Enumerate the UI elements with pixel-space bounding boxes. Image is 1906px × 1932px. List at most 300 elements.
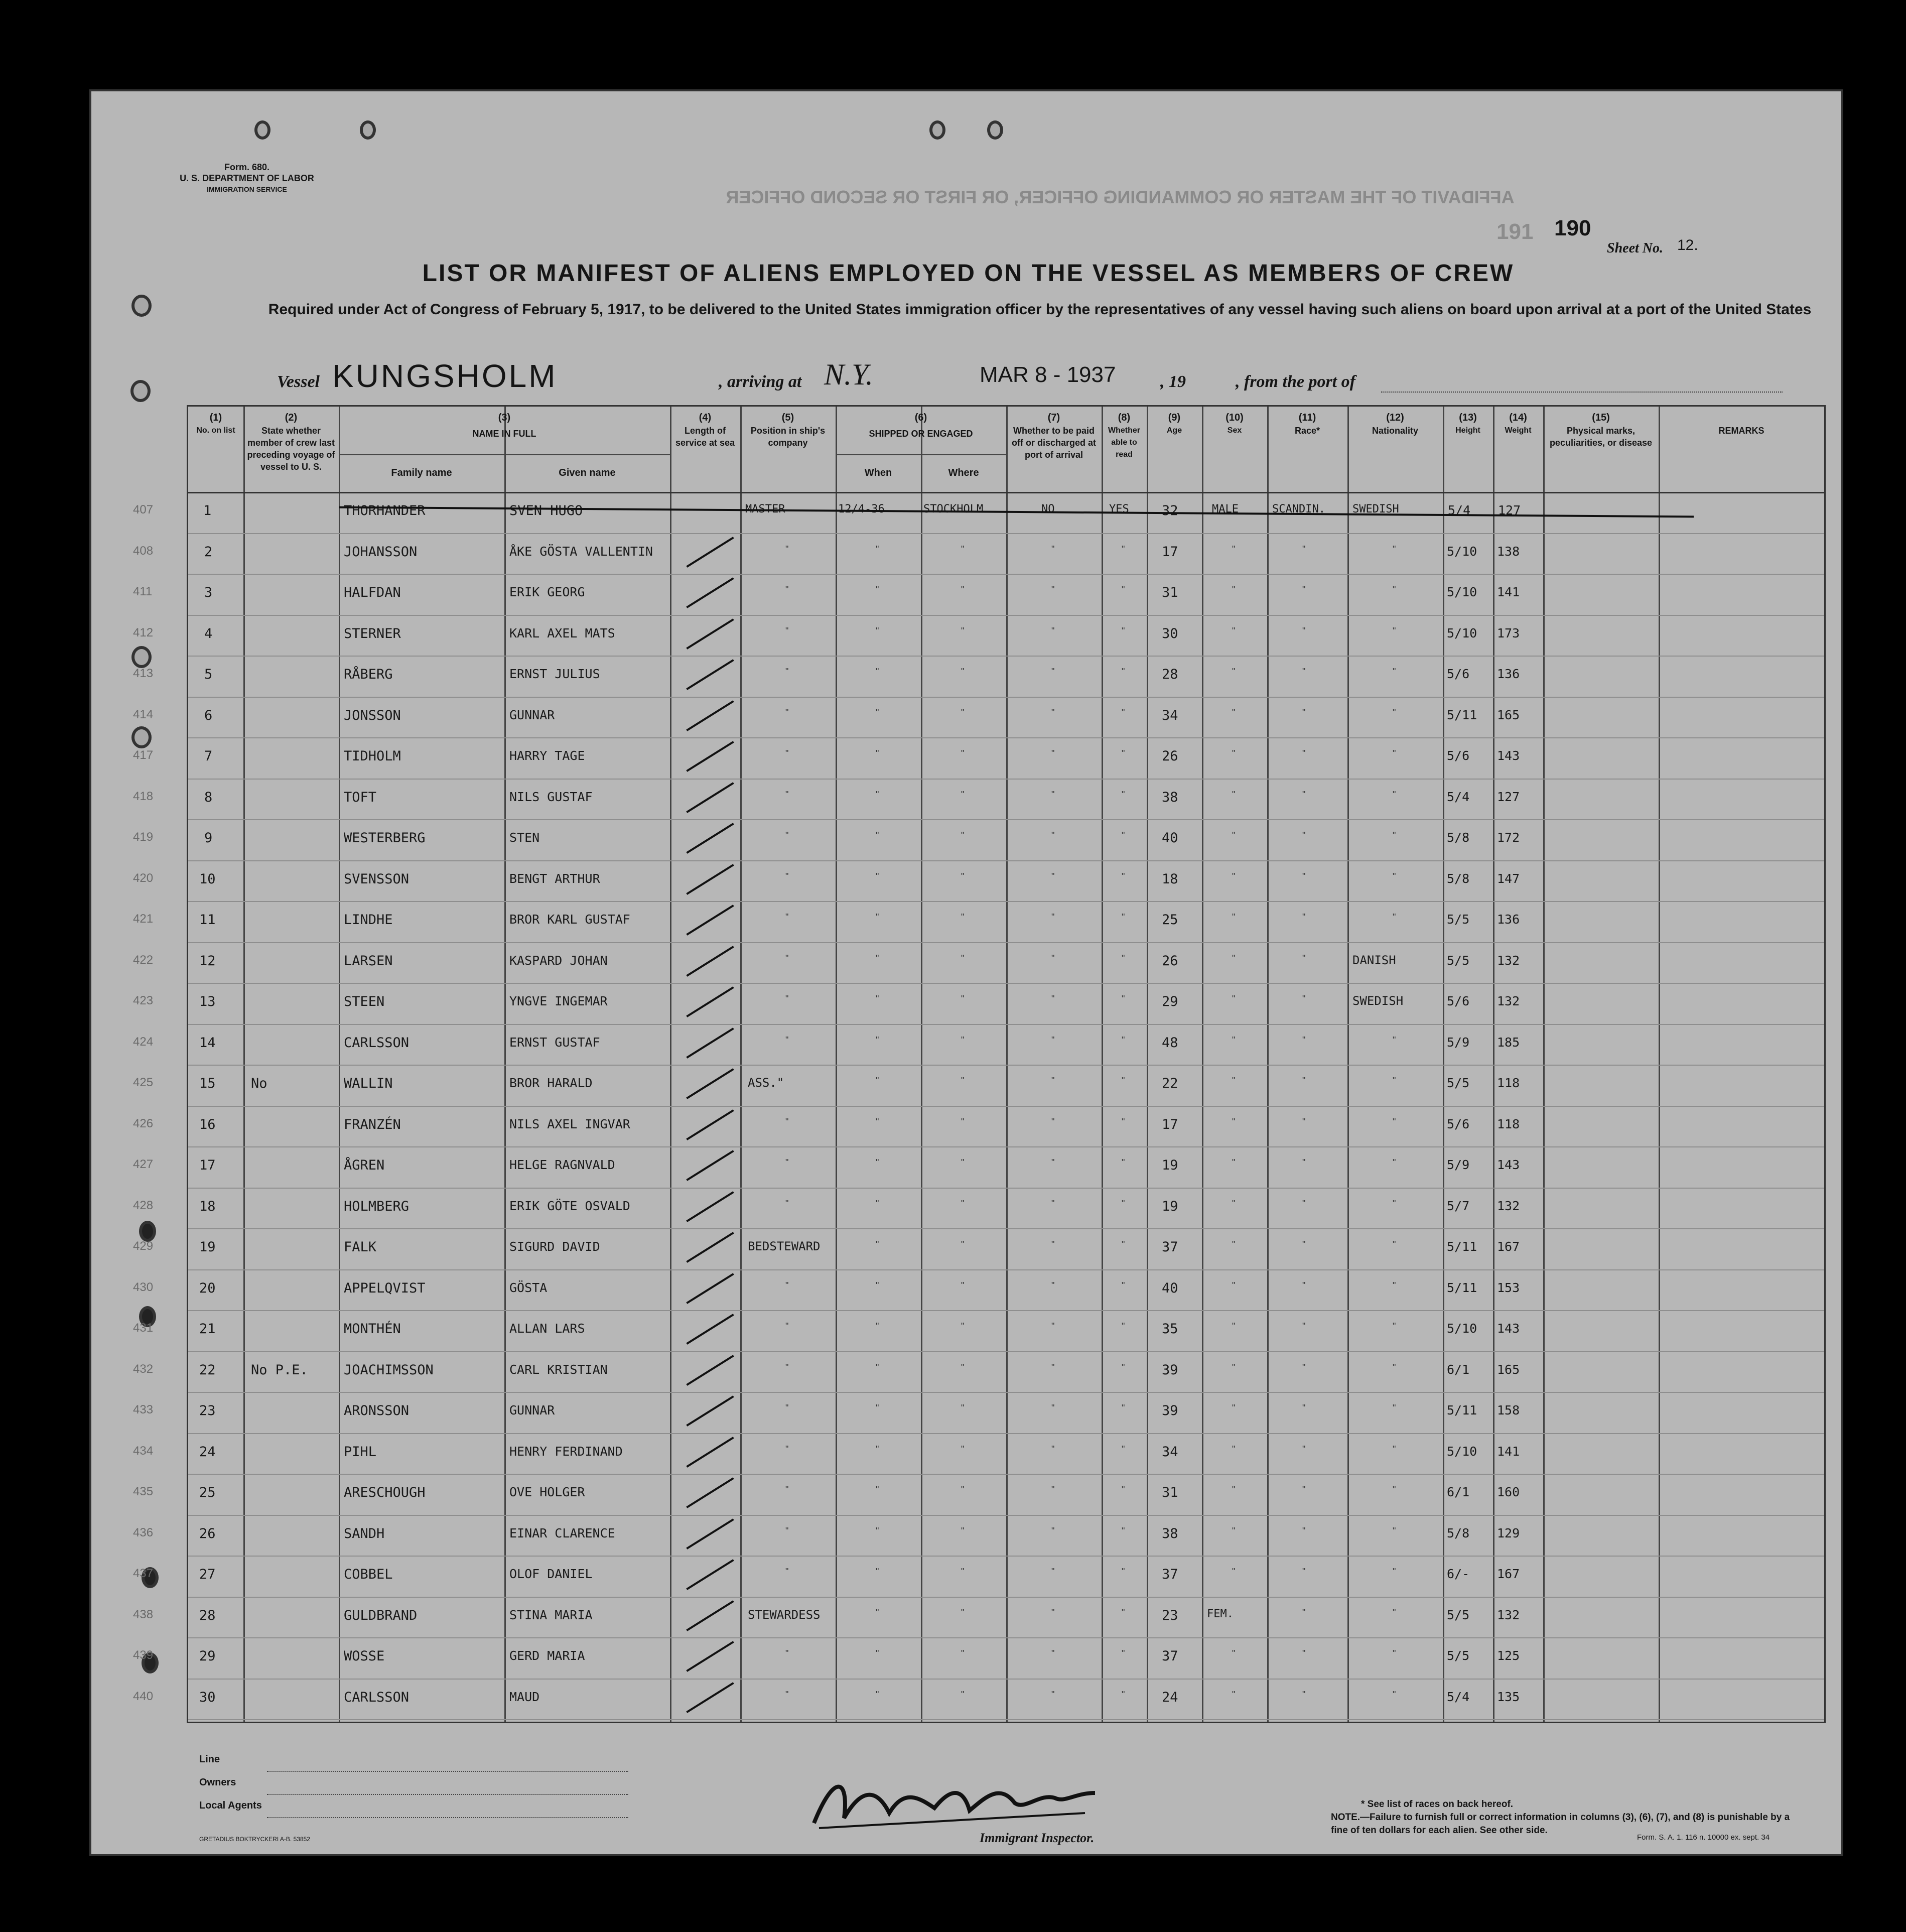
row-29-ledger: 439 — [133, 1648, 154, 1662]
row-22-sex-ditto: " — [1232, 1362, 1236, 1372]
row-3-service-mark — [686, 577, 734, 608]
row-18-where-ditto: " — [961, 1198, 965, 1209]
col-service-num: (4) — [699, 412, 712, 423]
row-3-given: ERIK GEORG — [509, 585, 585, 599]
row-19-nationality-ditto: " — [1393, 1239, 1396, 1249]
col-weight-label: Weight — [1505, 426, 1532, 435]
row-2-when-ditto: " — [876, 544, 879, 554]
row-16-ledger: 426 — [133, 1116, 154, 1130]
col-shipped-num: (6) — [914, 412, 927, 423]
row-2-weight: 138 — [1497, 544, 1520, 559]
row-27-when-ditto: " — [876, 1567, 879, 1577]
row-27-ledger: 437 — [133, 1567, 154, 1580]
row-26-age: 38 — [1162, 1525, 1178, 1541]
row-3-when-ditto: " — [876, 585, 879, 595]
row-1-ledger: 407 — [133, 503, 154, 517]
row-5-where-ditto: " — [961, 667, 965, 677]
note-races: * See list of races on back hereof. — [1361, 1799, 1514, 1810]
row-21-height: 5/10 — [1447, 1321, 1477, 1336]
row-10-service-mark — [686, 864, 734, 895]
row-27-position-ditto: " — [785, 1567, 789, 1577]
row-5-sex-ditto: " — [1232, 667, 1236, 677]
row-6-position-ditto: " — [785, 707, 789, 718]
col-nationality-num: (12) — [1386, 412, 1404, 423]
row-21-nationality-ditto: " — [1393, 1321, 1396, 1331]
row-14-read-ditto: " — [1122, 1035, 1125, 1045]
row-1-race: SCANDIN. — [1272, 503, 1325, 516]
row-22-nationality-ditto: " — [1393, 1362, 1396, 1372]
row-26-read-ditto: " — [1122, 1525, 1125, 1536]
row-14-when-ditto: " — [876, 1035, 879, 1045]
row-8-weight: 127 — [1497, 789, 1520, 804]
reverse-bleed-text: AFFIDAVIT OF THE MASTER OR COMMANDING OFFICER, OR FIRST OR SECOND OFFICER — [726, 187, 1515, 207]
row-10-read-ditto: " — [1122, 871, 1125, 881]
row-30-ledger: 440 — [133, 1689, 154, 1703]
row-27-where-ditto: " — [961, 1567, 965, 1577]
row-9-ledger: 419 — [133, 830, 154, 844]
row-22-no: 22 — [199, 1362, 216, 1378]
row-20-sex-ditto: " — [1232, 1280, 1236, 1291]
row-10-nationality-ditto: " — [1393, 871, 1396, 881]
row-18-age: 19 — [1162, 1198, 1178, 1214]
row-27-nationality-ditto: " — [1393, 1567, 1396, 1577]
row-19-ledger: 429 — [133, 1239, 154, 1253]
row-16-position-ditto: " — [785, 1116, 789, 1127]
row-6-family: JONSSON — [344, 707, 401, 723]
row-19-service-mark — [686, 1232, 734, 1263]
row-24-position-ditto: " — [785, 1444, 789, 1454]
row-4-read-ditto: " — [1122, 625, 1125, 636]
row-29-weight: 125 — [1497, 1648, 1520, 1663]
row-2-position-ditto: " — [785, 544, 789, 554]
row-22-race-ditto: " — [1302, 1362, 1306, 1372]
manifest-sheet — [89, 89, 1843, 1856]
row-16-given: NILS AXEL INGVAR — [509, 1116, 630, 1131]
row-15-nationality-ditto: " — [1393, 1076, 1396, 1086]
col-last-voyage-num: (2) — [285, 412, 298, 423]
row-14-ledger: 424 — [133, 1035, 154, 1049]
row-18-when-ditto: " — [876, 1198, 879, 1209]
row-9-position-ditto: " — [785, 830, 789, 840]
row-24-race-ditto: " — [1302, 1444, 1306, 1454]
sheet-label: Sheet No. — [1607, 240, 1663, 256]
row-6-given: GUNNAR — [509, 707, 555, 722]
row-13-where-ditto: " — [961, 994, 965, 1004]
row-22-given: CARL KRISTIAN — [509, 1362, 608, 1377]
row-10-age: 18 — [1162, 871, 1178, 887]
row-23-given: GUNNAR — [509, 1403, 555, 1418]
row-18-service-mark — [686, 1191, 734, 1222]
vessel-name: KUNGSHOLM — [332, 358, 558, 394]
row-24-sex-ditto: " — [1232, 1444, 1236, 1454]
row-11-sex-ditto: " — [1232, 912, 1236, 922]
row-12-ledger: 422 — [133, 953, 154, 967]
row-25-read-ditto: " — [1122, 1485, 1125, 1495]
crew-table — [133, 405, 1826, 1723]
row-21-paid-ditto: " — [1051, 1321, 1055, 1331]
row-12-paid-ditto: " — [1051, 953, 1055, 963]
row-4-height: 5/10 — [1447, 625, 1477, 640]
row-8-sex-ditto: " — [1232, 789, 1236, 800]
col-nationality-label: Nationality — [1372, 426, 1418, 436]
col-sex-num: (10) — [1226, 412, 1244, 423]
row-7-nationality-ditto: " — [1393, 748, 1396, 758]
row-25-service-mark — [686, 1477, 734, 1508]
row-3-age: 31 — [1162, 585, 1178, 600]
row-30-where-ditto: " — [961, 1689, 965, 1700]
row-14-given: ERNST GUSTAF — [509, 1035, 600, 1050]
row-16-no: 16 — [199, 1116, 216, 1132]
row-28-no: 28 — [199, 1607, 216, 1623]
row-10-no: 10 — [199, 871, 216, 887]
row-14-paid-ditto: " — [1051, 1035, 1055, 1045]
row-17-family: ÅGREN — [344, 1157, 385, 1173]
row-15-sex-ditto: " — [1232, 1076, 1236, 1086]
row-25-family: ARESCHOUGH — [344, 1485, 426, 1500]
col-read-num: (8) — [1118, 412, 1131, 423]
row-3-ledger: 411 — [133, 585, 153, 598]
row-29-service-mark — [686, 1641, 734, 1672]
row-24-given: HENRY FERDINAND — [509, 1444, 623, 1459]
row-23-where-ditto: " — [961, 1403, 965, 1413]
row-28-where-ditto: " — [961, 1607, 965, 1618]
row-23-service-mark — [686, 1395, 734, 1427]
row-15-height: 5/5 — [1447, 1076, 1470, 1090]
row-30-race-ditto: " — [1302, 1689, 1306, 1700]
row-1-where: STOCKHOLM — [923, 503, 984, 516]
row-30-weight: 135 — [1497, 1689, 1520, 1704]
col-family-name: Family name — [391, 467, 452, 478]
col-age-num: (9) — [1168, 412, 1181, 423]
row-13-when-ditto: " — [876, 994, 879, 1004]
row-25-sex-ditto: " — [1232, 1485, 1236, 1495]
row-20-position-ditto: " — [785, 1280, 789, 1291]
row-23-when-ditto: " — [876, 1403, 879, 1413]
row-20-weight: 153 — [1497, 1280, 1520, 1295]
row-7-race-ditto: " — [1302, 748, 1306, 758]
row-20-nationality-ditto: " — [1393, 1280, 1396, 1291]
row-6-age: 34 — [1162, 707, 1178, 723]
row-22-position-ditto: " — [785, 1362, 789, 1372]
row-28-height: 5/5 — [1447, 1607, 1470, 1622]
row-13-family: STEEN — [344, 994, 385, 1009]
col-no-label: No. on list — [196, 426, 235, 435]
row-12-service-mark — [686, 946, 734, 977]
row-21-read-ditto: " — [1122, 1321, 1125, 1331]
row-22-age: 39 — [1162, 1362, 1178, 1378]
row-21-age: 35 — [1162, 1321, 1178, 1337]
col-read-label: Whether able to read — [1108, 426, 1140, 459]
row-16-where-ditto: " — [961, 1116, 965, 1127]
row-15-read-ditto: " — [1122, 1076, 1125, 1086]
row-22-when-ditto: " — [876, 1362, 879, 1372]
row-25-position-ditto: " — [785, 1485, 789, 1495]
form-footer: Form. S. A. 1. 116 n. 10000 ex. sept. 34 — [1637, 1833, 1770, 1842]
binder-hole-top-2 — [360, 120, 376, 140]
row-25-ledger: 435 — [133, 1485, 154, 1498]
row-4-weight: 173 — [1497, 625, 1520, 640]
row-28-paid-ditto: " — [1051, 1607, 1055, 1618]
row-26-service-mark — [686, 1518, 734, 1550]
row-5-when-ditto: " — [876, 667, 879, 677]
row-28-service-mark — [686, 1600, 734, 1631]
col-weight-num: (14) — [1509, 412, 1527, 423]
row-22-where-ditto: " — [961, 1362, 965, 1372]
row-12-where-ditto: " — [961, 953, 965, 963]
note-penalty: NOTE.—Failure to furnish full or correct information in columns (3), (6), (7), and (8) is punishable by a fine of ten dollars for each alien. See other side. — [1331, 1812, 1790, 1836]
row-21-service-mark — [686, 1314, 734, 1345]
row-11-position-ditto: " — [785, 912, 789, 922]
row-20-height: 5/11 — [1447, 1280, 1477, 1295]
row-6-paid-ditto: " — [1051, 707, 1055, 718]
row-27-height: 6/- — [1447, 1567, 1470, 1581]
row-7-ledger: 417 — [133, 748, 154, 762]
row-7-weight: 143 — [1497, 748, 1520, 763]
row-2-paid-ditto: " — [1051, 544, 1055, 554]
row-17-race-ditto: " — [1302, 1157, 1306, 1168]
row-28-ledger: 438 — [133, 1607, 154, 1621]
row-28-position: STEWARDESS — [748, 1607, 821, 1622]
row-4-age: 30 — [1162, 625, 1178, 641]
row-5-ledger: 413 — [133, 667, 154, 680]
row-30-age: 24 — [1162, 1689, 1178, 1705]
row-1-nationality: SWEDISH — [1352, 503, 1399, 516]
row-9-no: 9 — [204, 830, 213, 846]
row-6-race-ditto: " — [1302, 707, 1306, 718]
row-11-age: 25 — [1162, 912, 1178, 928]
row-13-race-ditto: " — [1302, 994, 1306, 1004]
col-service-label: Length of service at sea — [675, 426, 735, 448]
row-29-race-ditto: " — [1302, 1648, 1306, 1658]
row-22-weight: 165 — [1497, 1362, 1520, 1377]
row-23-weight: 158 — [1497, 1403, 1520, 1418]
row-15-ledger: 425 — [133, 1076, 154, 1089]
row-1-age: 32 — [1162, 503, 1178, 519]
row-28-age: 23 — [1162, 1607, 1178, 1623]
row-18-nationality-ditto: " — [1393, 1198, 1396, 1209]
row-29-age: 37 — [1162, 1648, 1178, 1664]
row-28-sex: FEM. — [1207, 1607, 1234, 1620]
row-22-height: 6/1 — [1447, 1362, 1470, 1377]
row-7-where-ditto: " — [961, 748, 965, 758]
row-2-race-ditto: " — [1302, 544, 1306, 554]
row-25-where-ditto: " — [961, 1485, 965, 1495]
binder-hole-left-4 — [131, 726, 152, 748]
row-13-sex-ditto: " — [1232, 994, 1236, 1004]
row-1-position: MASTER — [745, 503, 785, 516]
local-agents-label: Local Agents — [199, 1800, 262, 1811]
row-12-family: LARSEN — [344, 953, 393, 969]
row-14-no: 14 — [199, 1035, 216, 1051]
row-4-when-ditto: " — [876, 625, 879, 636]
row-17-weight: 143 — [1497, 1157, 1520, 1172]
inspector-label: Immigrant Inspector. — [980, 1831, 1095, 1845]
row-4-race-ditto: " — [1302, 625, 1306, 636]
row-4-paid-ditto: " — [1051, 625, 1055, 636]
row-12-no: 12 — [199, 953, 216, 969]
row-12-position-ditto: " — [785, 953, 789, 963]
row-17-paid-ditto: " — [1051, 1157, 1055, 1168]
row-6-ledger: 414 — [133, 707, 154, 721]
col-last-voyage-label: State whether member of crew last preceding voyage of vessel to U. S. — [247, 426, 335, 472]
row-9-family: WESTERBERG — [344, 830, 426, 846]
row-3-paid-ditto: " — [1051, 585, 1055, 595]
row-8-ledger: 418 — [133, 789, 154, 803]
row-29-paid-ditto: " — [1051, 1648, 1055, 1658]
row-26-no: 26 — [199, 1525, 216, 1541]
row-16-read-ditto: " — [1122, 1116, 1125, 1127]
row-29-where-ditto: " — [961, 1648, 965, 1658]
row-9-read-ditto: " — [1122, 830, 1125, 840]
row-24-weight: 141 — [1497, 1444, 1520, 1459]
row-21-when-ditto: " — [876, 1321, 879, 1331]
row-26-given: EINAR CLARENCE — [509, 1525, 615, 1540]
row-5-family: RÅBERG — [344, 667, 393, 682]
row-8-height: 5/4 — [1447, 789, 1470, 804]
row-19-where-ditto: " — [961, 1239, 965, 1249]
row-25-paid-ditto: " — [1051, 1485, 1055, 1495]
row-7-no: 7 — [204, 748, 213, 764]
row-5-read-ditto: " — [1122, 667, 1125, 677]
service: IMMIGRATION SERVICE — [207, 185, 287, 193]
row-12-height: 5/5 — [1447, 953, 1470, 968]
row-16-height: 5/6 — [1447, 1116, 1470, 1131]
row-10-ledger: 420 — [133, 871, 154, 885]
row-3-read-ditto: " — [1122, 585, 1125, 595]
row-10-position-ditto: " — [785, 871, 789, 881]
row-1-paid: NO — [1041, 503, 1055, 516]
row-10-paid-ditto: " — [1051, 871, 1055, 881]
row-21-given: ALLAN LARS — [509, 1321, 585, 1336]
row-25-no: 25 — [199, 1485, 216, 1500]
row-1-when: 12/4-36 — [838, 503, 885, 516]
row-6-service-mark — [686, 700, 734, 731]
row-19-race-ditto: " — [1302, 1239, 1306, 1249]
vessel-label: Vessel — [277, 372, 320, 391]
row-21-race-ditto: " — [1302, 1321, 1306, 1331]
row-30-nationality-ditto: " — [1393, 1689, 1396, 1700]
row-18-sex-ditto: " — [1232, 1198, 1236, 1209]
row-18-race-ditto: " — [1302, 1198, 1306, 1209]
row-20-family: APPELQVIST — [344, 1280, 426, 1296]
row-7-sex-ditto: " — [1232, 748, 1236, 758]
row-9-weight: 172 — [1497, 830, 1520, 845]
row-29-read-ditto: " — [1122, 1648, 1125, 1658]
row-13-ledger: 423 — [133, 994, 154, 1007]
row-23-age: 39 — [1162, 1403, 1178, 1419]
row-9-race-ditto: " — [1302, 830, 1306, 840]
row-17-sex-ditto: " — [1232, 1157, 1236, 1168]
row-23-ledger: 433 — [133, 1403, 154, 1416]
row-18-ledger: 428 — [133, 1198, 154, 1212]
row-21-family: MONTHÉN — [344, 1321, 401, 1337]
row-16-service-mark — [686, 1109, 734, 1140]
row-14-where-ditto: " — [961, 1035, 965, 1045]
row-11-nationality-ditto: " — [1393, 912, 1396, 922]
row-7-family: TIDHOLM — [344, 748, 401, 764]
row-4-position-ditto: " — [785, 625, 789, 636]
row-30-read-ditto: " — [1122, 1689, 1125, 1700]
row-27-paid-ditto: " — [1051, 1567, 1055, 1577]
row-21-where-ditto: " — [961, 1321, 965, 1331]
row-5-age: 28 — [1162, 667, 1178, 682]
binder-hole-left-2 — [130, 380, 151, 402]
row-15-where-ditto: " — [961, 1076, 965, 1086]
col-marks-num: (15) — [1592, 412, 1610, 423]
binder-hole-top-1 — [254, 120, 270, 140]
row-7-read-ditto: " — [1122, 748, 1125, 758]
row-11-no: 11 — [199, 912, 216, 928]
col-when: When — [864, 467, 892, 478]
row-17-no: 17 — [199, 1157, 216, 1173]
row-24-family: PIHL — [344, 1444, 377, 1460]
row-6-when-ditto: " — [876, 707, 879, 718]
row-3-where-ditto: " — [961, 585, 965, 595]
row-5-no: 5 — [204, 667, 213, 682]
row-3-race-ditto: " — [1302, 585, 1306, 595]
row-4-where-ditto: " — [961, 625, 965, 636]
row-8-read-ditto: " — [1122, 789, 1125, 800]
row-25-nationality-ditto: " — [1393, 1485, 1396, 1495]
row-8-service-mark — [686, 782, 734, 813]
row-11-paid-ditto: " — [1051, 912, 1055, 922]
row-30-sex-ditto: " — [1232, 1689, 1236, 1700]
col-given-name: Given name — [559, 467, 616, 478]
row-7-position-ditto: " — [785, 748, 789, 758]
row-2-height: 5/10 — [1447, 544, 1477, 559]
row-10-sex-ditto: " — [1232, 871, 1236, 881]
row-5-nationality-ditto: " — [1393, 667, 1396, 677]
binder-hole-left-1 — [131, 295, 152, 317]
row-19-position: BEDSTEWARD — [748, 1239, 821, 1253]
row-1-read: YES — [1109, 503, 1129, 516]
row-30-no: 30 — [199, 1689, 216, 1705]
sheet-number: 12. — [1677, 237, 1698, 253]
row-11-where-ditto: " — [961, 912, 965, 922]
row-19-read-ditto: " — [1122, 1239, 1125, 1249]
row-27-read-ditto: " — [1122, 1567, 1125, 1577]
row-8-family: TOFT — [344, 789, 377, 805]
row-6-weight: 165 — [1497, 707, 1520, 722]
row-8-when-ditto: " — [876, 789, 879, 800]
row-28-family: GULDBRAND — [344, 1607, 418, 1623]
col-age-label: Age — [1166, 426, 1182, 435]
row-27-no: 27 — [199, 1567, 216, 1582]
row-3-sex-ditto: " — [1232, 585, 1236, 595]
row-13-age: 29 — [1162, 994, 1178, 1009]
row-5-paid-ditto: " — [1051, 667, 1055, 677]
row-19-paid-ditto: " — [1051, 1239, 1055, 1249]
row-19-given: SIGURD DAVID — [509, 1239, 600, 1254]
row-26-ledger: 436 — [133, 1525, 154, 1539]
row-30-family: CARLSSON — [344, 1689, 410, 1705]
row-15-service-mark — [686, 1068, 734, 1099]
sheet-prefix: 191 — [1496, 219, 1534, 244]
row-23-sex-ditto: " — [1232, 1403, 1236, 1413]
col-remarks-label: REMARKS — [1718, 426, 1764, 436]
row-22-read-ditto: " — [1122, 1362, 1125, 1372]
row-22-last-voyage: No P.E. — [251, 1362, 308, 1378]
row-4-ledger: 412 — [133, 625, 154, 639]
row-23-height: 5/11 — [1447, 1403, 1477, 1418]
col-height-label: Height — [1455, 426, 1480, 435]
row-1-given: SVEN HUGO — [509, 503, 583, 519]
row-11-ledger: 421 — [133, 912, 154, 926]
row-7-age: 26 — [1162, 748, 1178, 764]
row-13-nationality: SWEDISH — [1352, 994, 1404, 1008]
row-5-position-ditto: " — [785, 667, 789, 677]
row-17-where-ditto: " — [961, 1157, 965, 1168]
